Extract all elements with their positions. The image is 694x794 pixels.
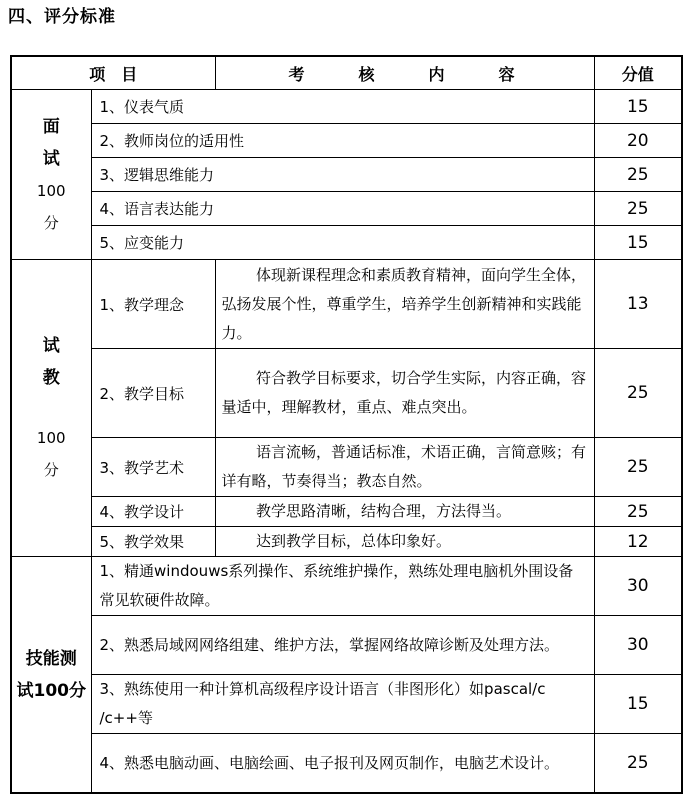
- table-header-row: [11, 56, 682, 90]
- row-score: 25: [594, 349, 682, 438]
- row-description: 符合教学目标要求，切合学生实际，内容正确，容量适中，理解教材，重点、难点突出。: [215, 349, 594, 438]
- table-row: [11, 616, 682, 675]
- row-score: 25: [594, 192, 682, 226]
- table-row: [11, 226, 682, 260]
- table-row: [11, 557, 682, 616]
- table-row: [11, 349, 682, 438]
- header-content: 考核内容: [215, 56, 594, 90]
- row-score: 25: [594, 734, 682, 794]
- scoring-table: [10, 55, 683, 794]
- table-row: [11, 192, 682, 226]
- row-item: 5、应变能力: [91, 226, 594, 260]
- section-interview: 面 试 100 分: [11, 90, 91, 260]
- row-score: 15: [594, 90, 682, 124]
- row-description: 教学思路清晰，结构合理，方法得当。: [215, 497, 594, 527]
- row-item: 4、语言表达能力: [91, 192, 594, 226]
- row-item: 1、教学理念: [91, 260, 215, 349]
- table-row: [11, 438, 682, 497]
- row-description: 2、熟悉局域网网络组建、维护方法，掌握网络故障诊断及处理方法。: [91, 616, 594, 675]
- table-row: [11, 260, 682, 349]
- table-row: [11, 527, 682, 557]
- row-description: 4、熟悉电脑动画、电脑绘画、电子报刊及网页制作，电脑艺术设计。: [91, 734, 594, 794]
- row-item: 3、教学艺术: [91, 438, 215, 497]
- table-row: [11, 124, 682, 158]
- row-score: 13: [594, 260, 682, 349]
- row-description: 1、精通windouws系列操作、系统维护操作，熟练处理电脑机外围设备常见软硬件故障。: [91, 557, 594, 616]
- row-item: 2、教师岗位的适用性: [91, 124, 594, 158]
- row-score: 25: [594, 158, 682, 192]
- row-description: 语言流畅，普通话标准，术语正确，言简意赅；有详有略，节奏得当；教态自然。: [215, 438, 594, 497]
- row-score: 15: [594, 226, 682, 260]
- header-item: 项 目: [11, 56, 215, 90]
- row-item: 1、仪表气质: [91, 90, 594, 124]
- row-score: 20: [594, 124, 682, 158]
- row-score: 25: [594, 438, 682, 497]
- row-item: 2、教学目标: [91, 349, 215, 438]
- table-row: [11, 734, 682, 794]
- table-row: [11, 158, 682, 192]
- row-description: 3、熟练使用一种计算机高级程序设计语言（非图形化）如pascal/c /c++等: [91, 675, 594, 734]
- row-score: 30: [594, 557, 682, 616]
- row-score: 12: [594, 527, 682, 557]
- row-score: 25: [594, 497, 682, 527]
- row-item: 3、逻辑思维能力: [91, 158, 594, 192]
- section-trial-teaching: 试 教 100 分: [11, 260, 91, 557]
- row-item: 5、教学效果: [91, 527, 215, 557]
- table-row: [11, 675, 682, 734]
- header-score: 分值: [594, 56, 682, 90]
- row-description: 达到教学目标，总体印象好。: [215, 527, 594, 557]
- section-skills-test: 技能测 试100分: [11, 557, 91, 794]
- table-row: [11, 90, 682, 124]
- table-row: [11, 497, 682, 527]
- row-score: 15: [594, 675, 682, 734]
- row-item: 4、教学设计: [91, 497, 215, 527]
- row-score: 30: [594, 616, 682, 675]
- row-description: 体现新课程理念和素质教育精神，面向学生全体，弘扬发展个性，尊重学生，培养学生创新精神和实践能力。: [215, 260, 594, 349]
- section-heading: 四、评分标准: [8, 7, 116, 27]
